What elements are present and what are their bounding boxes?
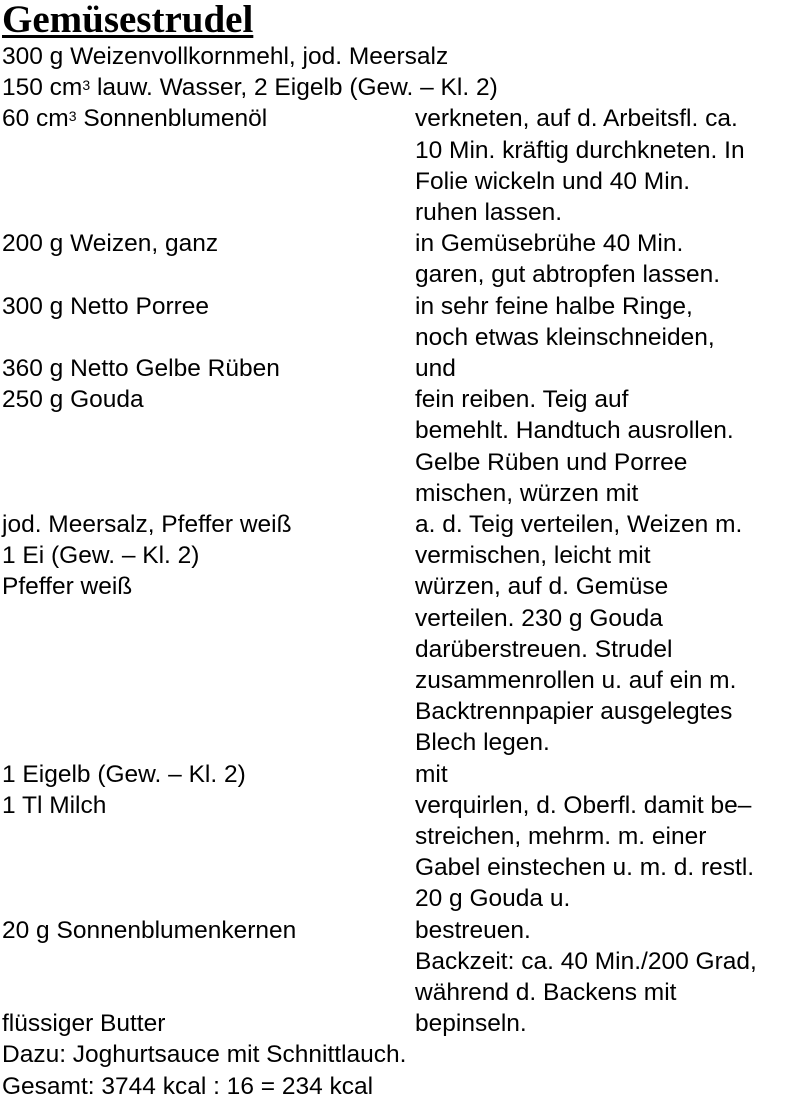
instruction-line: fein reiben. Teig auf [415,386,629,414]
instruction-line: und [415,355,456,382]
instruction [415,509,742,540]
ingredient-text: flüssiger Butter [2,1010,166,1038]
instruction-line: 10 Min. kräftig durchkneten. In [415,136,745,164]
instruction-line: 20 g Gouda u. [415,885,571,913]
instruction [415,540,651,571]
ingredient [2,790,106,821]
ingredient-text: 1 Eigelb (Gew. – Kl. 2) [2,760,246,788]
instruction-line: zusammenrollen u. auf ein m. [415,666,737,694]
instruction [415,291,715,353]
instruction-line: würzen, auf d. Gemüse [415,573,669,601]
ingredient-text: 300 g Netto Porree [2,292,210,320]
ingredient [2,509,292,540]
instruction-line: Folie wickeln und 40 Min. [415,167,691,195]
intro-line [2,41,448,72]
ingredient [2,540,199,571]
ingredient-text: Sonnenblumenöl [76,105,268,133]
instruction-line: verteilen. 230 g Gouda [415,604,663,632]
instruction-line: verquirlen, d. Oberfl. damit be– [415,791,752,819]
instruction [415,915,757,1009]
intro-text: 150 cm [2,74,83,102]
instruction [415,1008,527,1039]
instruction-line: darüberstreuen. Strudel [415,635,673,663]
instruction-line: während d. Backens mit [415,978,677,1006]
instruction-line: streichen, mehrm. m. einer [415,822,707,850]
superscript: 3 [68,108,77,125]
ingredient-text: 360 g Netto Gelbe Rüben [2,355,280,382]
instruction [415,353,456,384]
instruction-line: ruhen lassen. [415,198,563,226]
footer-line: Gesamt: 3744 kcal : 16 = 234 kcal [2,1072,374,1100]
ingredient [2,1008,165,1039]
ingredient-text: 20 g Sonnenblumenkernen [2,916,297,944]
instruction-line: Backtrennpapier ausgelegtes [415,698,733,726]
instruction-line: garen, gut abtropfen lassen. [415,261,721,289]
ingredient [2,759,246,790]
instruction [415,384,734,509]
instruction-line: Gabel einstechen u. m. d. restl. [415,854,755,882]
ingredient [2,228,218,259]
instruction [415,759,448,790]
instruction [415,790,754,915]
ingredient-text: 200 g Weizen, ganz [2,230,219,258]
instruction-line: bepinseln. [415,1010,527,1038]
instruction-line: verkneten, auf d. Arbeitsfl. ca. [415,105,738,133]
instruction [415,228,720,290]
ingredient [2,291,209,322]
intro-line [2,72,498,103]
ingredient-text: 1 Tl Milch [2,791,107,819]
instruction-line: bemehlt. Handtuch ausrollen. [415,417,734,445]
ingredient [2,571,132,602]
instruction-line: Backzeit: ca. 40 Min./200 Grad, [415,947,757,975]
instruction-line: Gelbe Rüben und Porree [415,448,688,476]
instruction-line: in Gemüsebrühe 40 Min. [415,230,684,258]
ingredient-text: 1 Ei (Gew. – Kl. 2) [2,542,200,570]
instruction-line: noch etwas kleinschneiden, [415,323,715,351]
instruction [415,571,736,758]
instruction-line: vermischen, leicht mit [415,542,651,570]
ingredient-text: jod. Meersalz, Pfeffer weiß [2,511,292,538]
ingredient [2,384,144,415]
intro-text: 300 g Weizenvollkornmehl, jod. Meersalz [2,43,449,70]
ingredient [2,915,296,946]
instruction-line: a. d. Teig verteilen, Weizen m. [415,511,743,538]
ingredient-text: 250 g Gouda [2,386,144,414]
instruction-line: Blech legen. [415,729,550,757]
ingredient-text: 60 cm [2,105,69,133]
intro-text: lauw. Wasser, 2 Eigelb (Gew. – Kl. 2) [90,74,498,102]
instruction-line: bestreuen. [415,916,531,944]
ingredient [2,353,280,384]
recipe-title: Gemüsestrudel [2,0,254,41]
superscript: 3 [82,77,91,94]
footer-line: Dazu: Joghurtsauce mit Schnittlauch. [2,1041,407,1069]
ingredient [2,103,267,134]
ingredient-text: Pfeffer weiß [2,573,133,601]
instruction-line: in sehr feine halbe Ringe, [415,292,693,320]
instruction-line: mit [415,760,448,788]
instruction [415,103,745,228]
instruction-line: mischen, würzen mit [415,479,639,507]
